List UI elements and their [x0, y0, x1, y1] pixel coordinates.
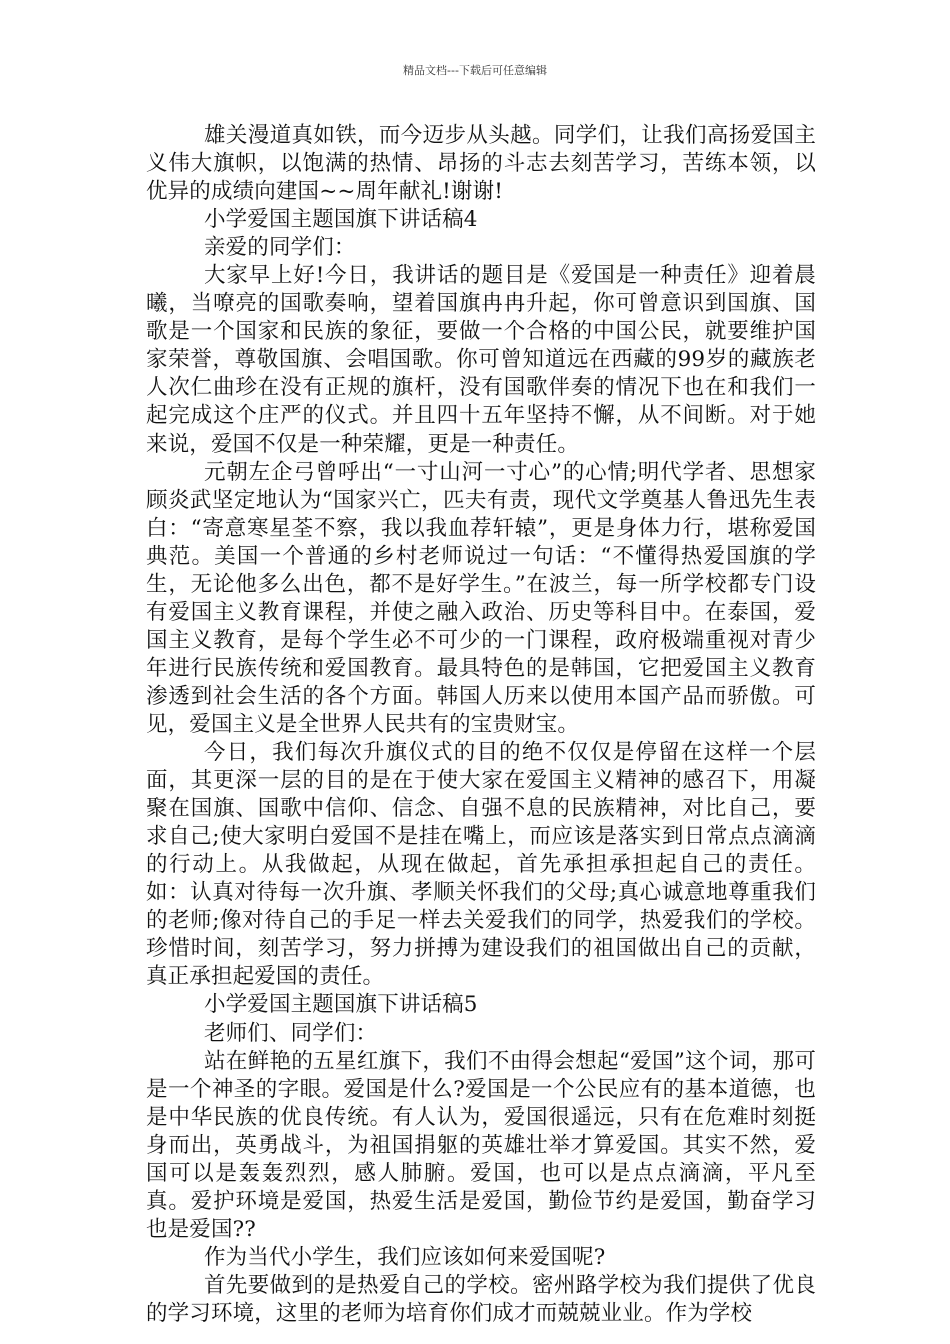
document-body [146, 122, 816, 1328]
salutation: 亲爱的同学们： [204, 235, 356, 261]
paragraph: 雄关漫道真如铁，而今迈步从头越。同学们，让我们高扬爱国主义伟大旗帜，以饱满的热情、昂扬的斗志去刻苦学习，苦练本领，以优异的成绩向建国~~周年献礼!谢谢! [146, 123, 816, 205]
page-header: 精品文档---下载后可任意编辑 [403, 64, 547, 77]
section-heading: 小学爱国主题国旗下讲话稿4 [204, 207, 478, 233]
paragraph: 今日，我们每次升旗仪式的目的绝不仅仅是停留在这样一个层面，其更深一层的目的是在于使大家在爱国主义精神的感召下，用凝聚在国旗、国歌中信仰、信念、自强不息的民族精神，对比自己，要求自己;使大家明白爱国不是挂在嘴上，而应该是落实到日常点点滴滴的行动上。从我做起，从现在做起，首先承担承担起自己的责任。如：认真对待每一次升旗、孝顺关怀我们的父母;真心诚意地尊重我们的老师;像对待自己的手足一样去关爱我们的同学，热爱我们的学校。珍惜时间，刻苦学习，努力拼搏为建设我们的祖国做出自己的贡献，真正承担起爱国的责任。 [146, 740, 816, 990]
paragraph: 作为当代小学生，我们应该如何来爱国呢? [204, 1244, 606, 1270]
section-heading: 小学爱国主题国旗下讲话稿5 [204, 992, 478, 1018]
salutation: 老师们、同学们： [204, 1020, 378, 1046]
paragraph: 站在鲜艳的五星红旗下，我们不由得会想起“爱国”这个词，那可是一个神圣的字眼。爱国是什么?爱国是一个公民应有的基本道德，也是中华民族的优良传统。有人认为，爱国很遥远，只有在危难时刻挺身而出，英勇战斗，为祖国捐躯的英雄壮举才算爱国。其实不然，爱国可以是轰轰烈烈，感人肺腑。爱国，也可以是点点滴滴，平凡至真。爱护环境是爱国，热爱生活是爱国，勤俭节约是爱国，勤奋学习也是爱国?? [146, 1048, 816, 1242]
paragraph: 大家早上好!今日，我讲话的题目是《爱国是一种责任》迎着晨曦，当嘹亮的国歌奏响，望着国旗冉冉升起，你可曾意识到国旗、国歌是一个国家和民族的象征，要做一个合格的中国公民，就要维护国家荣誉，尊敬国旗、会唱国歌。你可曾知道远在西藏的99岁的藏族老人次仁曲珍在没有正规的旗杆，没有国歌伴奏的情况下也在和我们一起完成这个庄严的仪式。并且四十五年坚持不懈，从不间断。对于她来说，爱国不仅是一种荣耀，更是一种责任。 [146, 263, 816, 457]
paragraph: 元朝左企弓曾呼出“一寸山河一寸心”的心情;明代学者、思想家顾炎武坚定地认为“国家兴亡，匹夫有责，现代文学奠基人鲁迅先生表白：“寄意寒星荃不察，我以我血荐轩辕”，更是身体力行，堪称爱国典范。美国一个普通的乡村老师说过一句话：“不懂得热爱国旗的学生，无论他多么出色，都不是好学生。”在波兰，每一所学校都专门设有爱国主义教育课程，并使之融入政治、历史等科目中。在泰国，爱国主义教育，是每个学生必不可少的一门课程，政府极端重视对青少年进行民族传统和爱国教育。最具特色的是韩国，它把爱国主义教育渗透到社会生活的各个方面。韩国人历来以使用本国产品而骄傲。可见，爱国主义是全世界人民共有的宝贵财宝。 [146, 459, 816, 737]
paragraph: 首先要做到的是热爱自己的学校。密州路学校为我们提供了优良的学习环境，这里的老师为培育你们成才而兢兢业业。作为学校 [146, 1272, 816, 1326]
